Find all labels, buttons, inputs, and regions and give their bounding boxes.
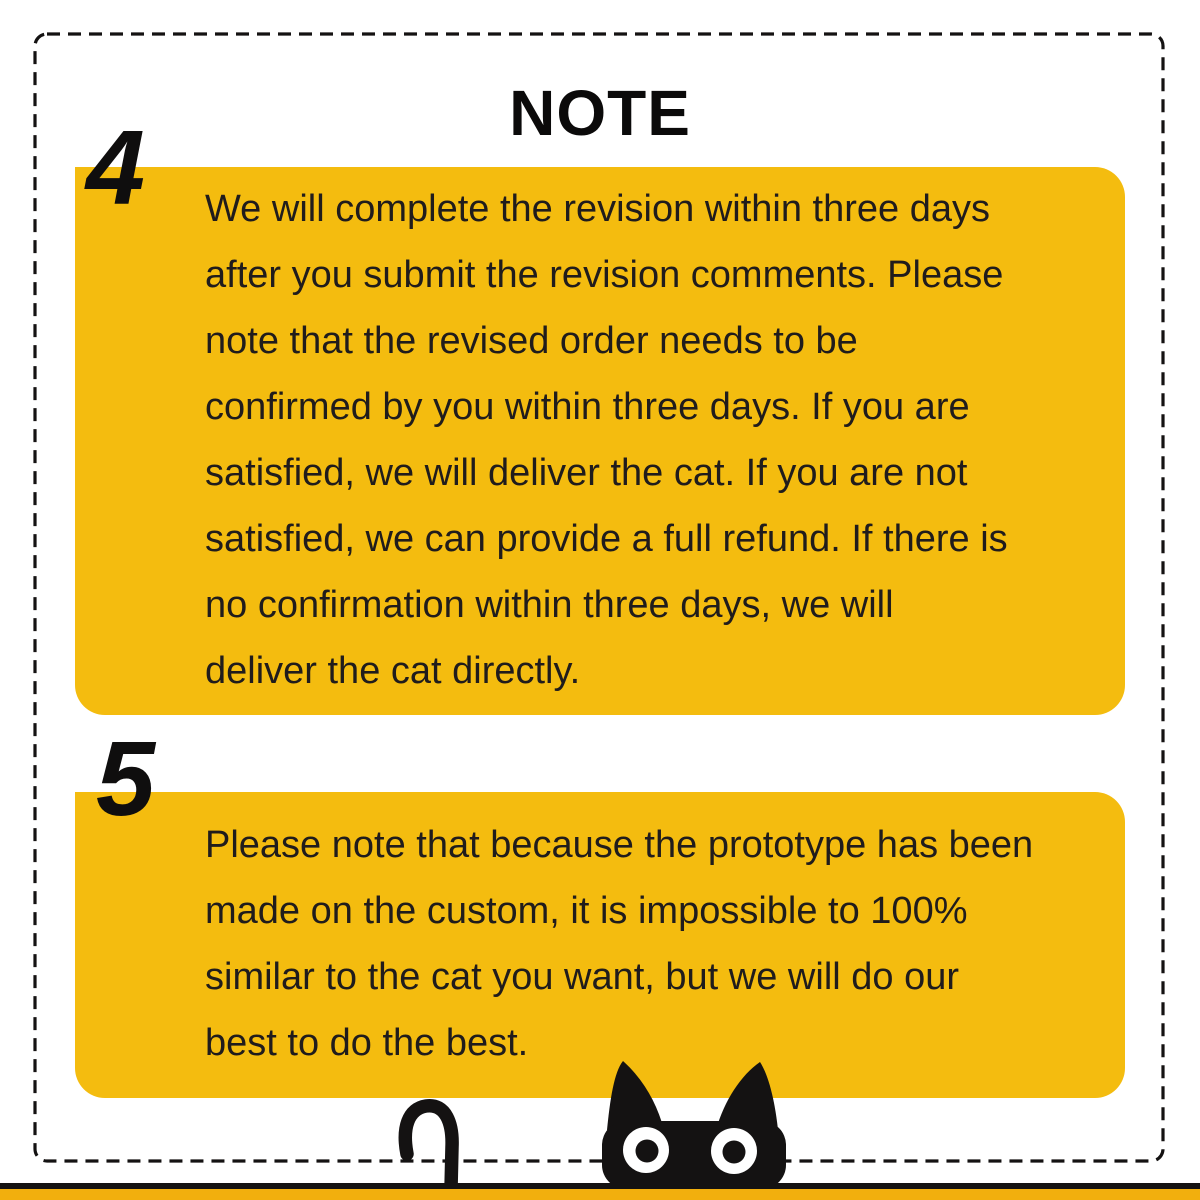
note-4-line: no confirmation within three days, we will [205, 584, 894, 626]
cat-ear-left [607, 1061, 664, 1130]
cat-ear-right [716, 1062, 778, 1130]
note-number-5: 5 [96, 720, 155, 838]
note-number-4: 4 [86, 109, 145, 227]
page-title: NOTE [509, 77, 691, 149]
note-4-line: We will complete the revision within three days [205, 188, 990, 230]
note-5-line: made on the custom, it is impossible to 100% [205, 890, 968, 932]
bottom-yellow-bar [0, 1189, 1200, 1200]
note-4-line: confirmed by you within three days. If you are [205, 386, 970, 428]
note-5-line: Please note that because the prototype has been [205, 824, 1034, 866]
note-5-line: best to do the best. [205, 1022, 529, 1064]
note-5-line: similar to the cat you want, but we will do our [205, 956, 960, 998]
note-4-line: satisfied, we can provide a full refund. If there is [205, 518, 1008, 560]
cat-pupil-left [636, 1140, 659, 1163]
note-4-line: deliver the cat directly. [205, 650, 581, 692]
note-4-line: satisfied, we will deliver the cat. If you are not [205, 452, 968, 494]
note-4-line: note that the revised order needs to be [205, 320, 858, 362]
note-4-line: after you submit the revision comments. Please [205, 254, 1004, 296]
cat-pupil-right [723, 1141, 746, 1164]
cat-tail-icon [405, 1106, 452, 1189]
